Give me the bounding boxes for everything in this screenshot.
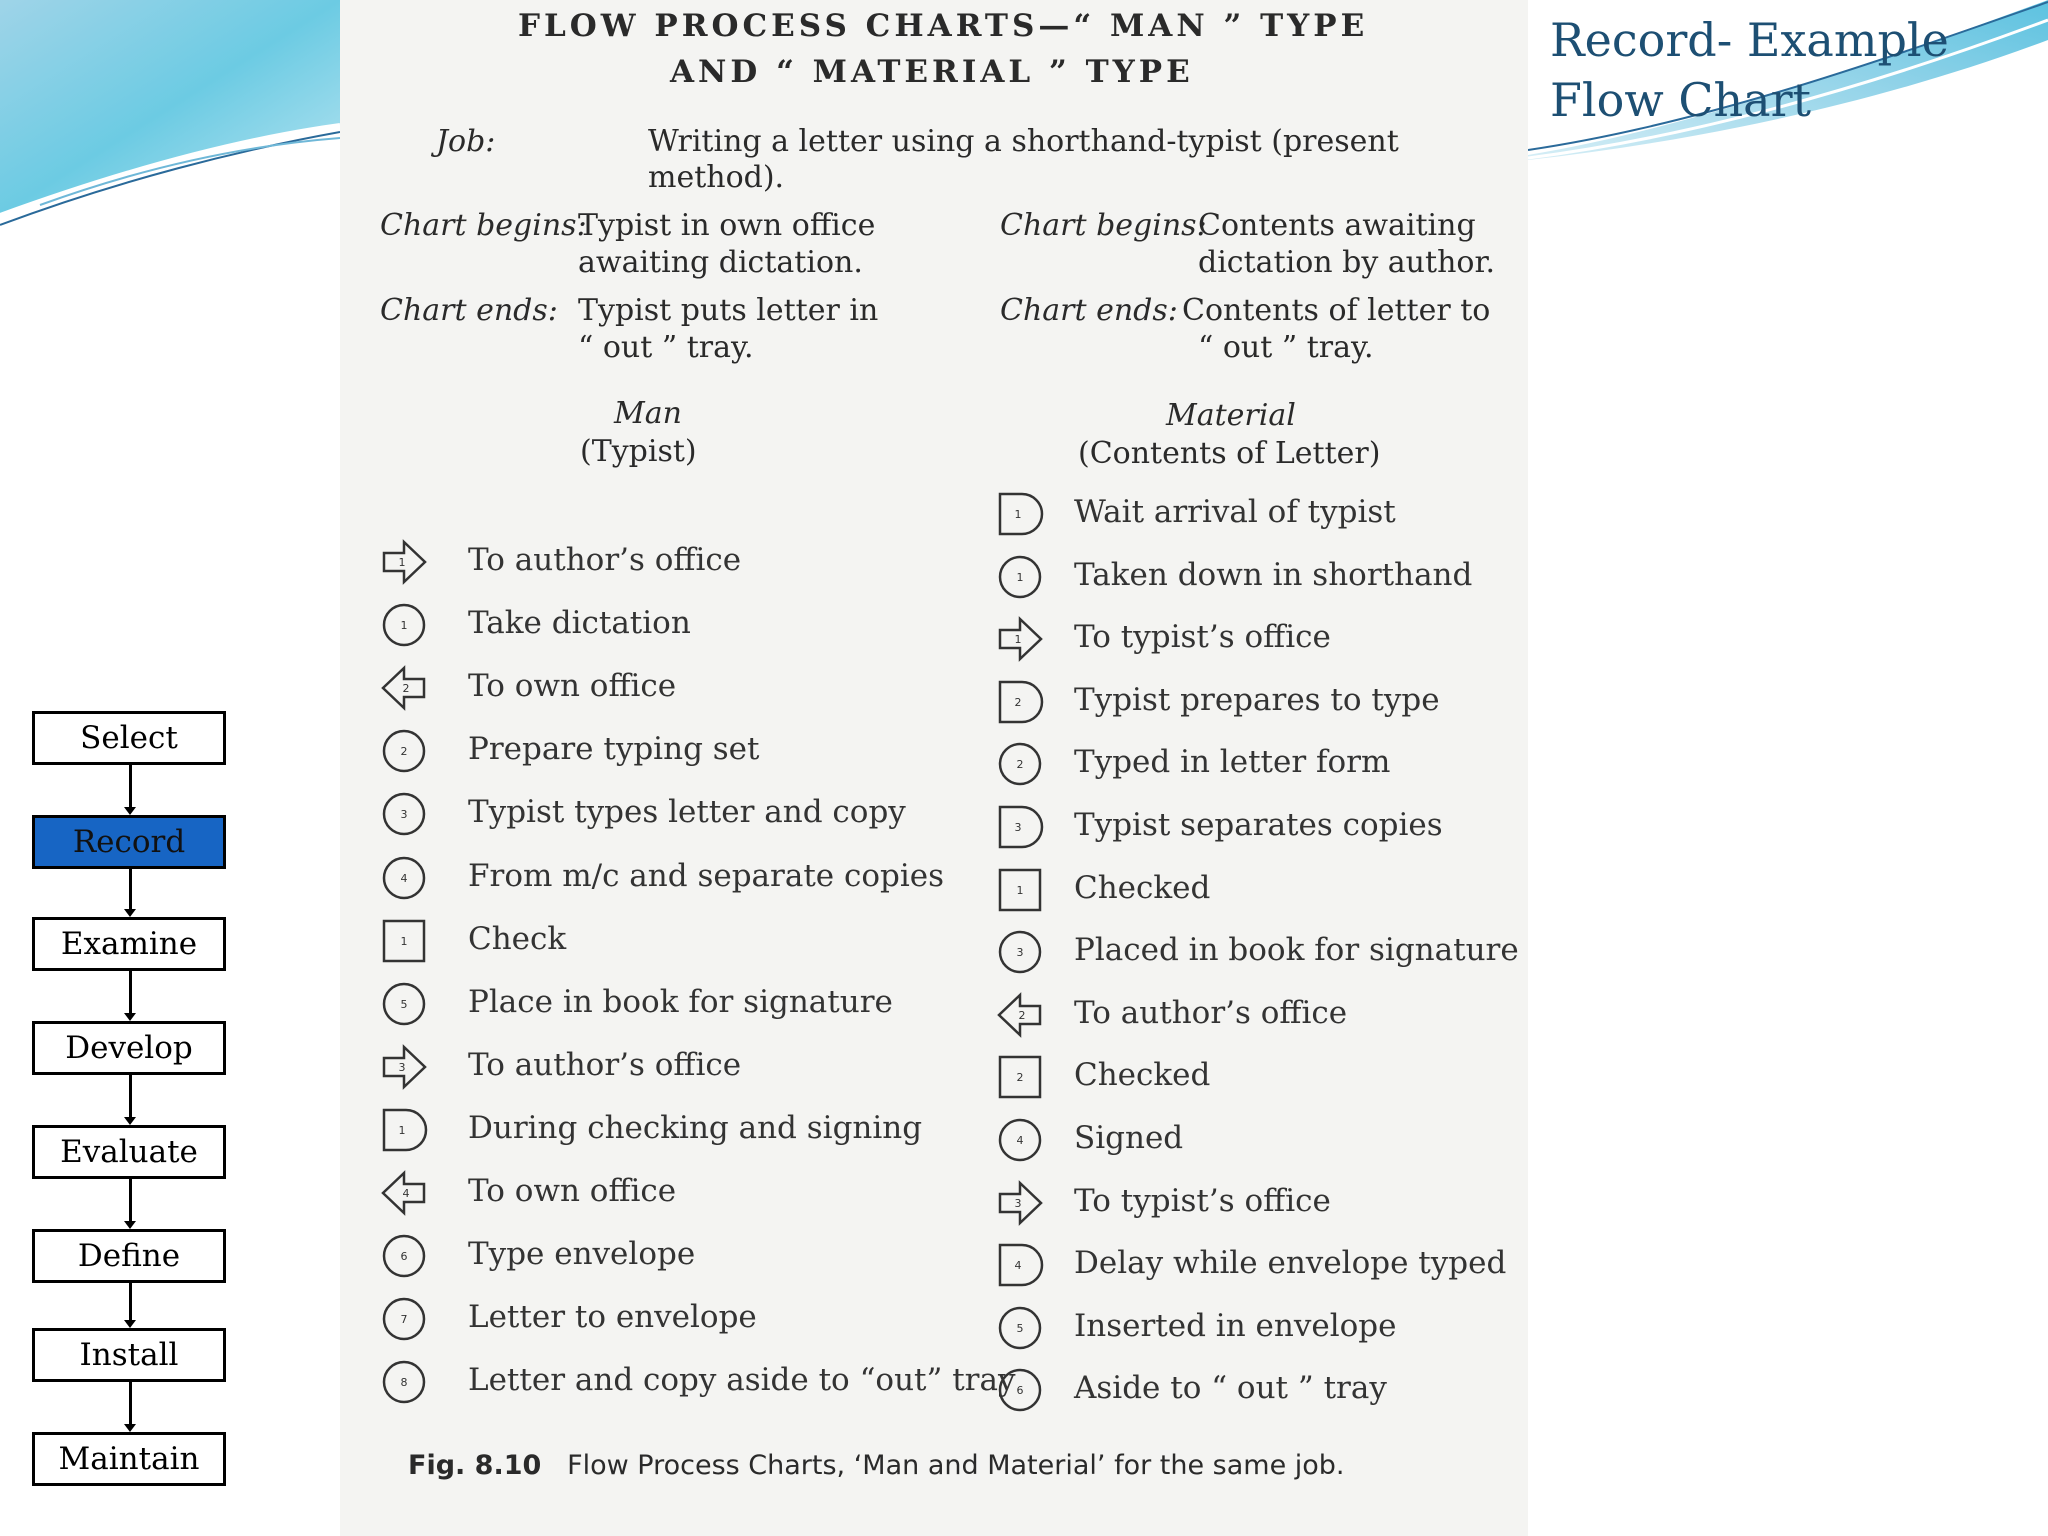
- process-step-text: To typist’s office: [1074, 1182, 1331, 1219]
- transport-right-symbol-icon: [996, 615, 1044, 667]
- process-step-text: Typist prepares to type: [1074, 681, 1440, 718]
- operation-symbol-icon: [380, 1232, 428, 1284]
- process-step-text: Typed in letter form: [1074, 744, 1391, 781]
- svg-text:4: 4: [1014, 1259, 1022, 1273]
- man-begins-line-1: Typist in own office: [578, 208, 876, 243]
- svg-text:6: 6: [1016, 1384, 1024, 1398]
- material-ends-line-1: Contents of letter to: [1182, 293, 1491, 328]
- process-step-text: Delay while envelope typed: [1074, 1245, 1507, 1282]
- inspection-symbol-icon: [996, 866, 1044, 918]
- svg-text:2: 2: [1014, 695, 1022, 709]
- material-begins-line-2: dictation by author.: [1198, 245, 1496, 280]
- svg-text:1: 1: [400, 934, 408, 948]
- material-begins-label: Chart begins:: [1000, 208, 1207, 243]
- operation-symbol-icon: [996, 740, 1044, 792]
- process-step-text: Checked: [1074, 1057, 1211, 1094]
- svg-text:2: 2: [1016, 1071, 1024, 1085]
- flow-step-select: Select: [32, 711, 226, 765]
- transport-right-symbol-icon: [380, 1043, 428, 1095]
- process-step-text: To author’s office: [468, 1046, 742, 1083]
- process-step-text: Letter and copy aside to “out” tray: [468, 1362, 1016, 1399]
- flow-connector: [129, 1283, 132, 1320]
- svg-text:3: 3: [1014, 1196, 1022, 1210]
- job-text-line-1: Writing a letter using a shorthand-typist (present: [648, 124, 1399, 159]
- slide-title-line-1: Record- Example: [1550, 13, 1949, 67]
- flow-arrow-icon: [124, 1424, 136, 1432]
- material-column-heading: Material: [1166, 398, 1296, 433]
- process-step-text: Take dictation: [468, 605, 691, 642]
- svg-text:1: 1: [400, 619, 408, 633]
- man-begins-label: Chart begins:: [380, 208, 587, 243]
- flow-step-examine: Examine: [32, 917, 226, 971]
- process-step-text: Check: [468, 920, 567, 957]
- process-step-text: Wait arrival of typist: [1074, 494, 1396, 530]
- material-ends-label: Chart ends:: [1000, 293, 1178, 328]
- svg-text:1: 1: [1016, 883, 1024, 897]
- operation-symbol-icon: [996, 1304, 1044, 1356]
- decorative-swoosh: [0, 0, 340, 240]
- transport-left-symbol-icon: [380, 1169, 428, 1221]
- operation-symbol-icon: [996, 553, 1044, 605]
- figure-caption: [408, 1450, 1345, 1481]
- flow-step-install: Install: [32, 1328, 226, 1382]
- svg-text:6: 6: [400, 1250, 408, 1264]
- flow-connector: [129, 1382, 132, 1424]
- svg-text:4: 4: [1016, 1134, 1024, 1147]
- svg-text:5: 5: [400, 997, 408, 1011]
- flow-connector: [129, 1075, 132, 1117]
- svg-text:4: 4: [402, 1187, 410, 1200]
- process-step-text: Signed: [1074, 1120, 1184, 1156]
- process-step-text: Typist types letter and copy: [468, 794, 906, 831]
- process-step-text: To author’s office: [468, 542, 742, 578]
- process-step-text: Place in book for signature: [468, 983, 893, 1020]
- process-step-text: From m/c and separate copies: [468, 857, 945, 894]
- svg-text:3: 3: [400, 808, 408, 822]
- svg-text:2: 2: [1016, 758, 1024, 772]
- delay-symbol-icon: [996, 1241, 1044, 1293]
- svg-text:2: 2: [402, 682, 410, 696]
- flow-step-develop: Develop: [32, 1021, 226, 1075]
- svg-text:1: 1: [398, 1123, 406, 1137]
- material-begins-line-1: Contents awaiting: [1198, 208, 1476, 243]
- material-ends-line-2: “ out ” tray.: [1198, 330, 1374, 365]
- flow-connector: [129, 765, 132, 807]
- operation-symbol-icon: [380, 727, 428, 779]
- man-begins-line-2: awaiting dictation.: [578, 245, 863, 280]
- svg-text:2: 2: [1018, 1008, 1026, 1022]
- figure-heading-line-2: AND “ MATERIAL ” TYPE: [670, 54, 1194, 90]
- transport-right-symbol-icon: [996, 1179, 1044, 1231]
- flow-connector: [129, 869, 132, 909]
- scanned-figure: [340, 0, 1528, 1536]
- svg-text:1: 1: [1014, 633, 1022, 647]
- svg-text:5: 5: [1016, 1321, 1024, 1335]
- operation-symbol-icon: [380, 601, 428, 653]
- process-step-text: To author’s office: [1074, 994, 1348, 1031]
- delay-symbol-icon: [996, 490, 1044, 542]
- process-step-text: Prepare typing set: [468, 731, 760, 768]
- process-step-text: Checked: [1074, 869, 1211, 906]
- svg-text:8: 8: [400, 1376, 408, 1390]
- process-step-text: Inserted in envelope: [1074, 1307, 1397, 1344]
- flow-arrow-icon: [124, 1117, 136, 1125]
- material-column-subheading: (Contents of Letter): [1078, 436, 1381, 471]
- process-step-text: To own office: [468, 668, 677, 705]
- inspection-symbol-icon: [380, 917, 428, 969]
- svg-text:3: 3: [1014, 821, 1022, 834]
- operation-symbol-icon: [380, 790, 428, 842]
- process-step-text: During checking and signing: [468, 1109, 923, 1146]
- flow-step-record: Record: [32, 815, 226, 869]
- delay-symbol-icon: [996, 803, 1044, 855]
- transport-right-symbol-icon: [380, 538, 428, 590]
- operation-symbol-icon: [380, 1358, 428, 1410]
- man-ends-line-2: “ out ” tray.: [578, 330, 754, 365]
- svg-text:3: 3: [1016, 946, 1024, 960]
- slide-title-line-2: Flow Chart: [1550, 73, 1812, 127]
- process-step-text: Letter to envelope: [468, 1299, 757, 1336]
- flow-arrow-icon: [124, 909, 136, 917]
- flow-arrow-icon: [124, 1320, 136, 1328]
- operation-symbol-icon: [996, 1116, 1044, 1168]
- operation-symbol-icon: [380, 854, 428, 906]
- slide-title: [1550, 10, 1949, 130]
- process-step-text: To typist’s office: [1074, 619, 1331, 656]
- svg-text:7: 7: [400, 1313, 408, 1327]
- process-step-text: Type envelope: [468, 1236, 696, 1273]
- flow-step-define: Define: [32, 1229, 226, 1283]
- flow-connector: [129, 971, 132, 1013]
- man-ends-line-1: Typist puts letter in: [578, 293, 879, 328]
- operation-symbol-icon: [380, 1295, 428, 1347]
- man-ends-label: Chart ends:: [380, 293, 558, 328]
- figure-heading-line-1: FLOW PROCESS CHARTS—“ MAN ” TYPE: [518, 8, 1369, 44]
- process-step-text: To own office: [468, 1173, 677, 1209]
- process-step-text: Taken down in shorthand: [1074, 556, 1473, 593]
- job-text-line-2: method).: [648, 160, 785, 195]
- job-label: Job:: [436, 124, 496, 159]
- figure-caption-label: Fig. 8.10: [408, 1450, 542, 1481]
- flow-step-evaluate: Evaluate: [32, 1125, 226, 1179]
- svg-text:4: 4: [400, 871, 408, 885]
- operation-symbol-icon: [996, 928, 1044, 980]
- svg-text:2: 2: [400, 745, 408, 759]
- flow-connector: [129, 1179, 132, 1221]
- flow-arrow-icon: [124, 1013, 136, 1021]
- operation-symbol-icon: [380, 980, 428, 1032]
- inspection-symbol-icon: [996, 1053, 1044, 1105]
- svg-text:3: 3: [398, 1060, 406, 1074]
- man-column-subheading: (Typist): [580, 434, 697, 469]
- transport-left-symbol-icon: [996, 991, 1044, 1043]
- transport-left-symbol-icon: [380, 664, 428, 716]
- process-step-text: Placed in book for signature: [1074, 932, 1519, 969]
- delay-symbol-icon: [996, 678, 1044, 730]
- man-column-heading: Man: [614, 396, 682, 431]
- process-step-text: Typist separates copies: [1074, 807, 1443, 843]
- flow-step-maintain: Maintain: [32, 1432, 226, 1486]
- flow-arrow-icon: [124, 807, 136, 815]
- flow-arrow-icon: [124, 1221, 136, 1229]
- svg-text:1: 1: [398, 556, 406, 569]
- svg-text:1: 1: [1016, 570, 1024, 584]
- delay-symbol-icon: [380, 1106, 428, 1158]
- figure-caption-text: Flow Process Charts, ‘Man and Material’ for the same job.: [567, 1450, 1345, 1481]
- operation-symbol-icon: [996, 1366, 1044, 1418]
- svg-text:1: 1: [1014, 508, 1022, 521]
- process-step-text: Aside to “ out ” tray: [1074, 1370, 1387, 1407]
